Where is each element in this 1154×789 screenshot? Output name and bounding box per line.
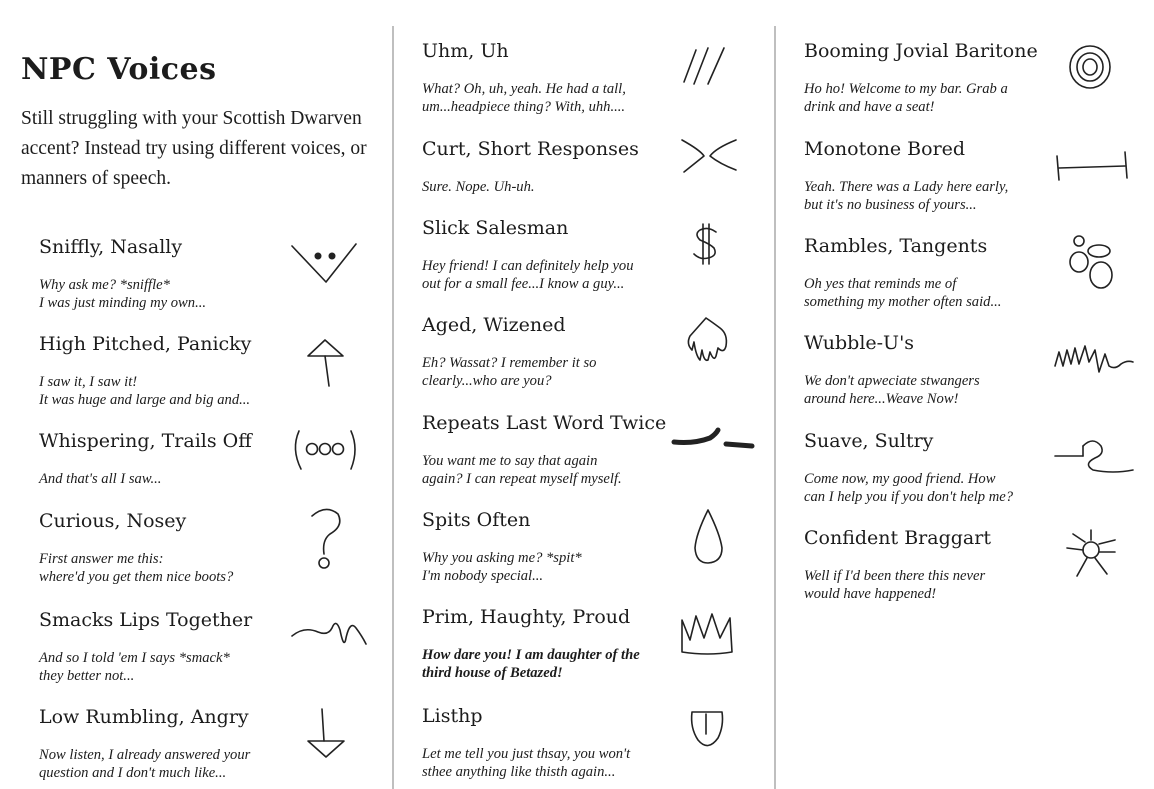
voice-name: Listhp xyxy=(422,705,483,727)
voice-entry xyxy=(422,606,640,682)
voice-name: Suave, Sultry xyxy=(804,430,934,452)
droplet-icon xyxy=(692,508,726,566)
voice-entry xyxy=(804,138,1008,214)
swirl-icon xyxy=(1053,434,1137,478)
voice-entry xyxy=(422,138,639,196)
voice-entry xyxy=(39,430,252,488)
voice-entry xyxy=(804,430,1013,506)
voice-quote: What? Oh, uh, yeah. He had a tall, um...headpiece thing? With, uhh.... xyxy=(422,81,626,115)
voice-quote: How dare you! I am daughter of the third house of Betazed! xyxy=(422,647,640,681)
voice-entry xyxy=(422,412,666,488)
hesitation-strokes-icon xyxy=(682,44,732,88)
repeat-dash-icon xyxy=(672,424,756,454)
crown-icon xyxy=(678,610,738,658)
voice-quote: You want me to say that again again? I can repeat myself myself. xyxy=(422,453,622,487)
voice-entry xyxy=(804,235,1001,311)
voice-quote: And that's all I saw... xyxy=(39,471,162,487)
voice-entry xyxy=(804,332,980,408)
voice-name: Uhm, Uh xyxy=(422,40,509,62)
intro-text: Still struggling with your Scottish Dwarven accent? Instead try using different voices, or manners of speech. xyxy=(21,108,367,189)
voice-entry xyxy=(39,609,252,685)
page-title: NPC Voices xyxy=(21,52,217,87)
voice-name: Aged, Wizened xyxy=(422,314,566,336)
nose-icon xyxy=(290,240,360,286)
voice-entry xyxy=(804,527,991,603)
pinch-icon xyxy=(680,136,740,176)
column-2 xyxy=(394,0,774,789)
voice-entry xyxy=(422,314,596,390)
lips-wave-icon xyxy=(290,616,370,656)
column-divider-right xyxy=(774,26,776,789)
voice-name: Slick Salesman xyxy=(422,217,569,239)
voice-name: Spits Often xyxy=(422,509,531,531)
voice-name: High Pitched, Panicky xyxy=(39,333,252,355)
voice-name: Booming Jovial Baritone xyxy=(804,40,1038,62)
voice-quote: Hey friend! I can definitely help you out for a small fee...I know a guy... xyxy=(422,258,634,292)
voice-quote: Why ask me? *sniffle* I was just minding my own... xyxy=(39,277,207,311)
column-1 xyxy=(0,0,392,789)
voice-name: Whispering, Trails Off xyxy=(39,430,252,452)
voice-quote: Yeah. There was a Lady here early, but it's no business of yours... xyxy=(804,179,1009,213)
voice-quote: Come now, my good friend. How can I help you if you don't help me? xyxy=(804,471,1014,505)
voice-name: Curt, Short Responses xyxy=(422,138,639,160)
voice-quote: I saw it, I saw it! It was huge and large and big and... xyxy=(39,374,251,408)
ellipsis-icon xyxy=(293,427,359,473)
down-arrow-icon xyxy=(306,707,346,763)
voice-quote: Oh yes that reminds me of something my mother often said... xyxy=(804,276,1002,310)
voice-name: Smacks Lips Together xyxy=(39,609,253,631)
voice-entry xyxy=(422,509,582,585)
tongue-icon xyxy=(688,708,728,754)
voice-quote: Well if I'd been there this never would have happened! xyxy=(804,568,986,602)
voice-quote: We don't apweciate stwangers around here...Weave Now! xyxy=(804,373,980,407)
voice-name: Rambles, Tangents xyxy=(804,235,988,257)
voice-name: Sniffly, Nasally xyxy=(39,236,183,258)
dollar-icon xyxy=(690,222,724,266)
voice-entry xyxy=(804,40,1038,116)
voice-entry xyxy=(422,40,626,116)
voice-quote: Eh? Wassat? I remember it so clearly...who are you? xyxy=(422,355,597,389)
voice-quote: Ho ho! Welcome to my bar. Grab a drink and have a seat! xyxy=(804,81,1008,115)
scribble-w-icon xyxy=(1053,340,1137,380)
voice-name: Prim, Haughty, Proud xyxy=(422,606,631,628)
voice-entry xyxy=(39,236,206,312)
voice-entry xyxy=(39,706,250,782)
voice-quote: Why you asking me? *spit* I'm nobody special... xyxy=(422,550,582,584)
voice-name: Wubble-U's xyxy=(804,332,915,354)
bubbles-icon xyxy=(1067,232,1117,292)
voice-quote: Let me tell you just thsay, you won't sthee anything like thisth again... xyxy=(422,746,631,780)
voice-name: Confident Braggart xyxy=(804,527,991,549)
wrinkled-hand-icon xyxy=(686,316,730,366)
column-3 xyxy=(777,0,1154,789)
concentric-circles-icon xyxy=(1067,44,1113,90)
voice-quote: Now listen, I already answered your question and I don't much like... xyxy=(39,747,251,781)
voice-entry xyxy=(39,510,233,586)
voice-entry xyxy=(422,705,630,781)
voice-quote: First answer me this: where'd you get them nice boots? xyxy=(39,551,234,585)
voice-name: Low Rumbling, Angry xyxy=(39,706,249,728)
voice-quote: Sure. Nope. Uh-uh. xyxy=(422,179,535,195)
question-mark-icon xyxy=(308,506,344,570)
voice-name: Repeats Last Word Twice xyxy=(422,412,667,434)
sun-icon xyxy=(1063,528,1119,580)
voice-entry xyxy=(39,333,251,409)
voice-name: Monotone Bored xyxy=(804,138,966,160)
up-arrow-icon xyxy=(305,336,347,388)
voice-quote: And so I told 'em I says *smack* they better not... xyxy=(39,650,230,684)
flat-line-icon xyxy=(1053,148,1131,184)
voice-entry xyxy=(422,217,634,293)
voice-name: Curious, Nosey xyxy=(39,510,187,532)
